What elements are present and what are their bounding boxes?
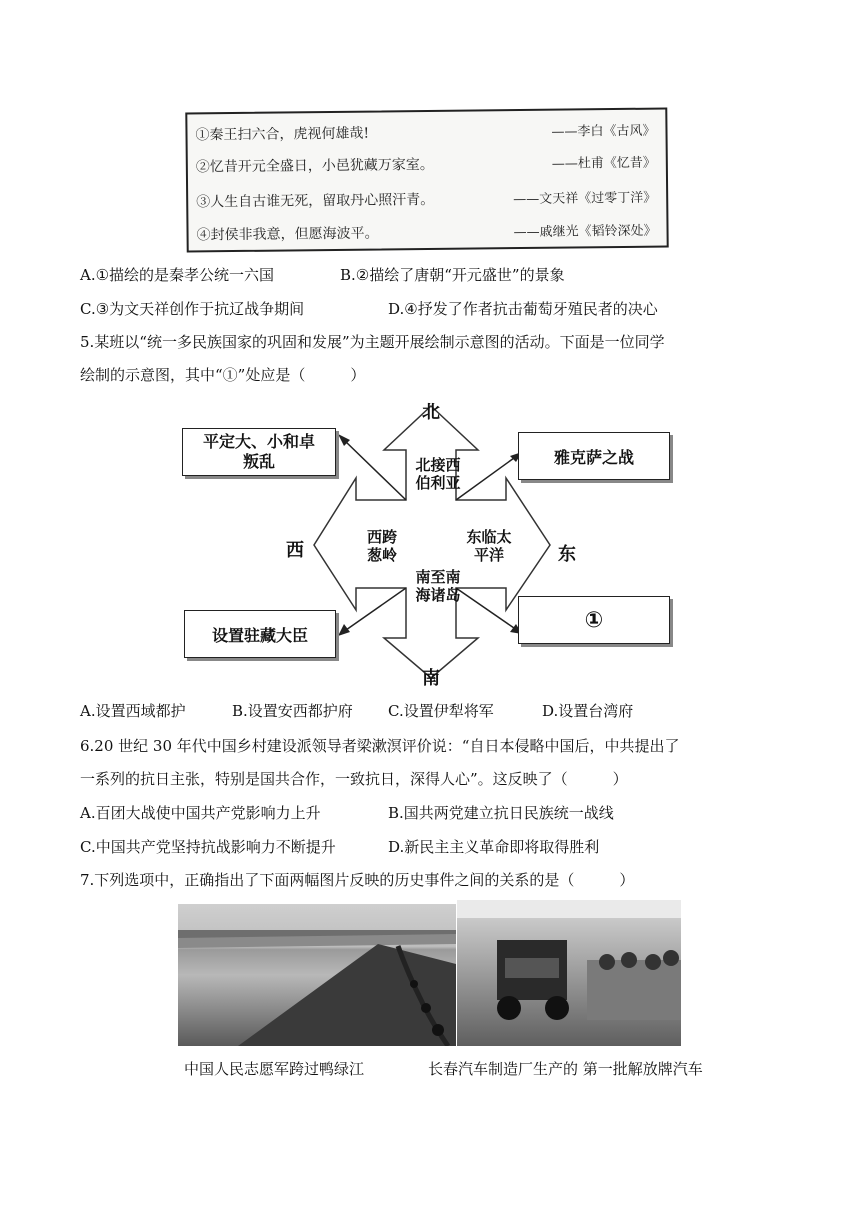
poem-line-2: ②忆昔开元全盛日，小邑犹藏万家室。 bbox=[195, 156, 434, 176]
territory-diagram bbox=[178, 398, 698, 688]
direction-south: 南 bbox=[422, 668, 440, 689]
q6-option-c: C.中国共产党坚持抗战影响力不断提升 bbox=[80, 838, 336, 856]
q4-option-d: D.④抒发了作者抗击葡萄牙殖民者的决心 bbox=[388, 300, 658, 318]
photo-volunteer-army-sketch bbox=[178, 904, 456, 1046]
q5-stem-line-2: 绘制的示意图，其中“①”处应是（ ） bbox=[80, 366, 366, 384]
poem-line-4: ④封侯非我意，但愿海波平。 bbox=[196, 225, 379, 244]
poem-line-3: ③人生自古谁无死，留取丹心照汗青。 bbox=[196, 191, 435, 211]
arrow-text-north: 北接西伯利亚 bbox=[415, 456, 461, 492]
q5-stem-line-1: 5.某班以“统一多民族国家的巩固和发展”为主题开展绘制示意图的活动。下面是一位同学 bbox=[80, 333, 665, 351]
q5-option-a: A.设置西域都护 bbox=[80, 702, 186, 720]
direction-east: 东 bbox=[558, 544, 576, 565]
photo-volunteer-army bbox=[178, 904, 456, 1046]
poem-source-2: ——杜甫《忆昔》 bbox=[551, 155, 656, 172]
q6-option-a: A.百团大战使中国共产党影响力上升 bbox=[80, 804, 321, 822]
box-ne bbox=[518, 432, 670, 480]
box-se-label: ① bbox=[584, 607, 604, 633]
q5-option-c: C.设置伊犁将军 bbox=[388, 702, 494, 720]
q7-stem-line-1: 7.下列选项中，正确指出了下面两幅图片反映的历史事件之间的关系的是（ ） bbox=[80, 871, 635, 889]
photo-jiefang-truck bbox=[457, 900, 681, 1046]
q4-option-a: A.①描绘的是秦孝公统一六国 bbox=[80, 266, 275, 284]
arrow-text-east: 东临太平洋 bbox=[466, 528, 512, 564]
box-nw bbox=[182, 428, 336, 476]
arrow-text-west: 西跨葱岭 bbox=[366, 528, 397, 564]
poem-source-4: ——戚继光《韬铃深处》 bbox=[513, 223, 657, 241]
poem-source-3: ——文天祥《过零丁洋》 bbox=[513, 190, 657, 208]
arrow-head-sw bbox=[338, 624, 350, 636]
q6-option-b: B.国共两党建立抗日民族统一战线 bbox=[388, 804, 614, 822]
q6-stem-line-2: 一系列的抗日主张，特别是国共合作，一致抗日，深得人心”。这反映了（ ） bbox=[80, 770, 628, 788]
box-ne-label: 雅克萨之战 bbox=[553, 447, 634, 467]
q5-option-b: B.设置安西都护府 bbox=[232, 702, 353, 720]
q6-stem-line-1: 6.20 世纪 30 年代中国乡村建设派领导者梁漱溟评价说：“自日本侵略中国后，中共提出了 bbox=[80, 737, 680, 755]
box-sw-label: 设置驻藏大臣 bbox=[211, 625, 308, 645]
caption-right: 长春汽车制造厂生产的 第一批解放牌汽车 bbox=[428, 1060, 703, 1078]
poem-image bbox=[185, 107, 668, 252]
poem-source-1: ——李白《古风》 bbox=[551, 123, 656, 140]
q4-option-c: C.③为文天祥创作于抗辽战争期间 bbox=[80, 300, 305, 318]
photo-jiefang-truck-sketch bbox=[457, 900, 681, 1046]
q4-option-b: B.②描绘了唐朝“开元盛世”的景象 bbox=[340, 266, 565, 284]
q5-option-d: D.设置台湾府 bbox=[542, 702, 634, 720]
box-sw bbox=[184, 610, 336, 658]
box-nw-label: 平定大、小和卓叛乱 bbox=[202, 432, 315, 471]
direction-north: 北 bbox=[422, 402, 440, 423]
box-se bbox=[518, 596, 670, 644]
poem-line-1: ①秦王扫六合，虎视何雄哉! bbox=[195, 125, 370, 144]
caption-left: 中国人民志愿军跨过鸭绿江 bbox=[184, 1060, 365, 1078]
q6-option-d: D.新民主主义革命即将取得胜利 bbox=[388, 838, 600, 856]
direction-west: 西 bbox=[286, 540, 304, 561]
cross-arrow-shape bbox=[314, 406, 550, 678]
arrow-text-south: 南至南海诸岛 bbox=[415, 568, 461, 604]
